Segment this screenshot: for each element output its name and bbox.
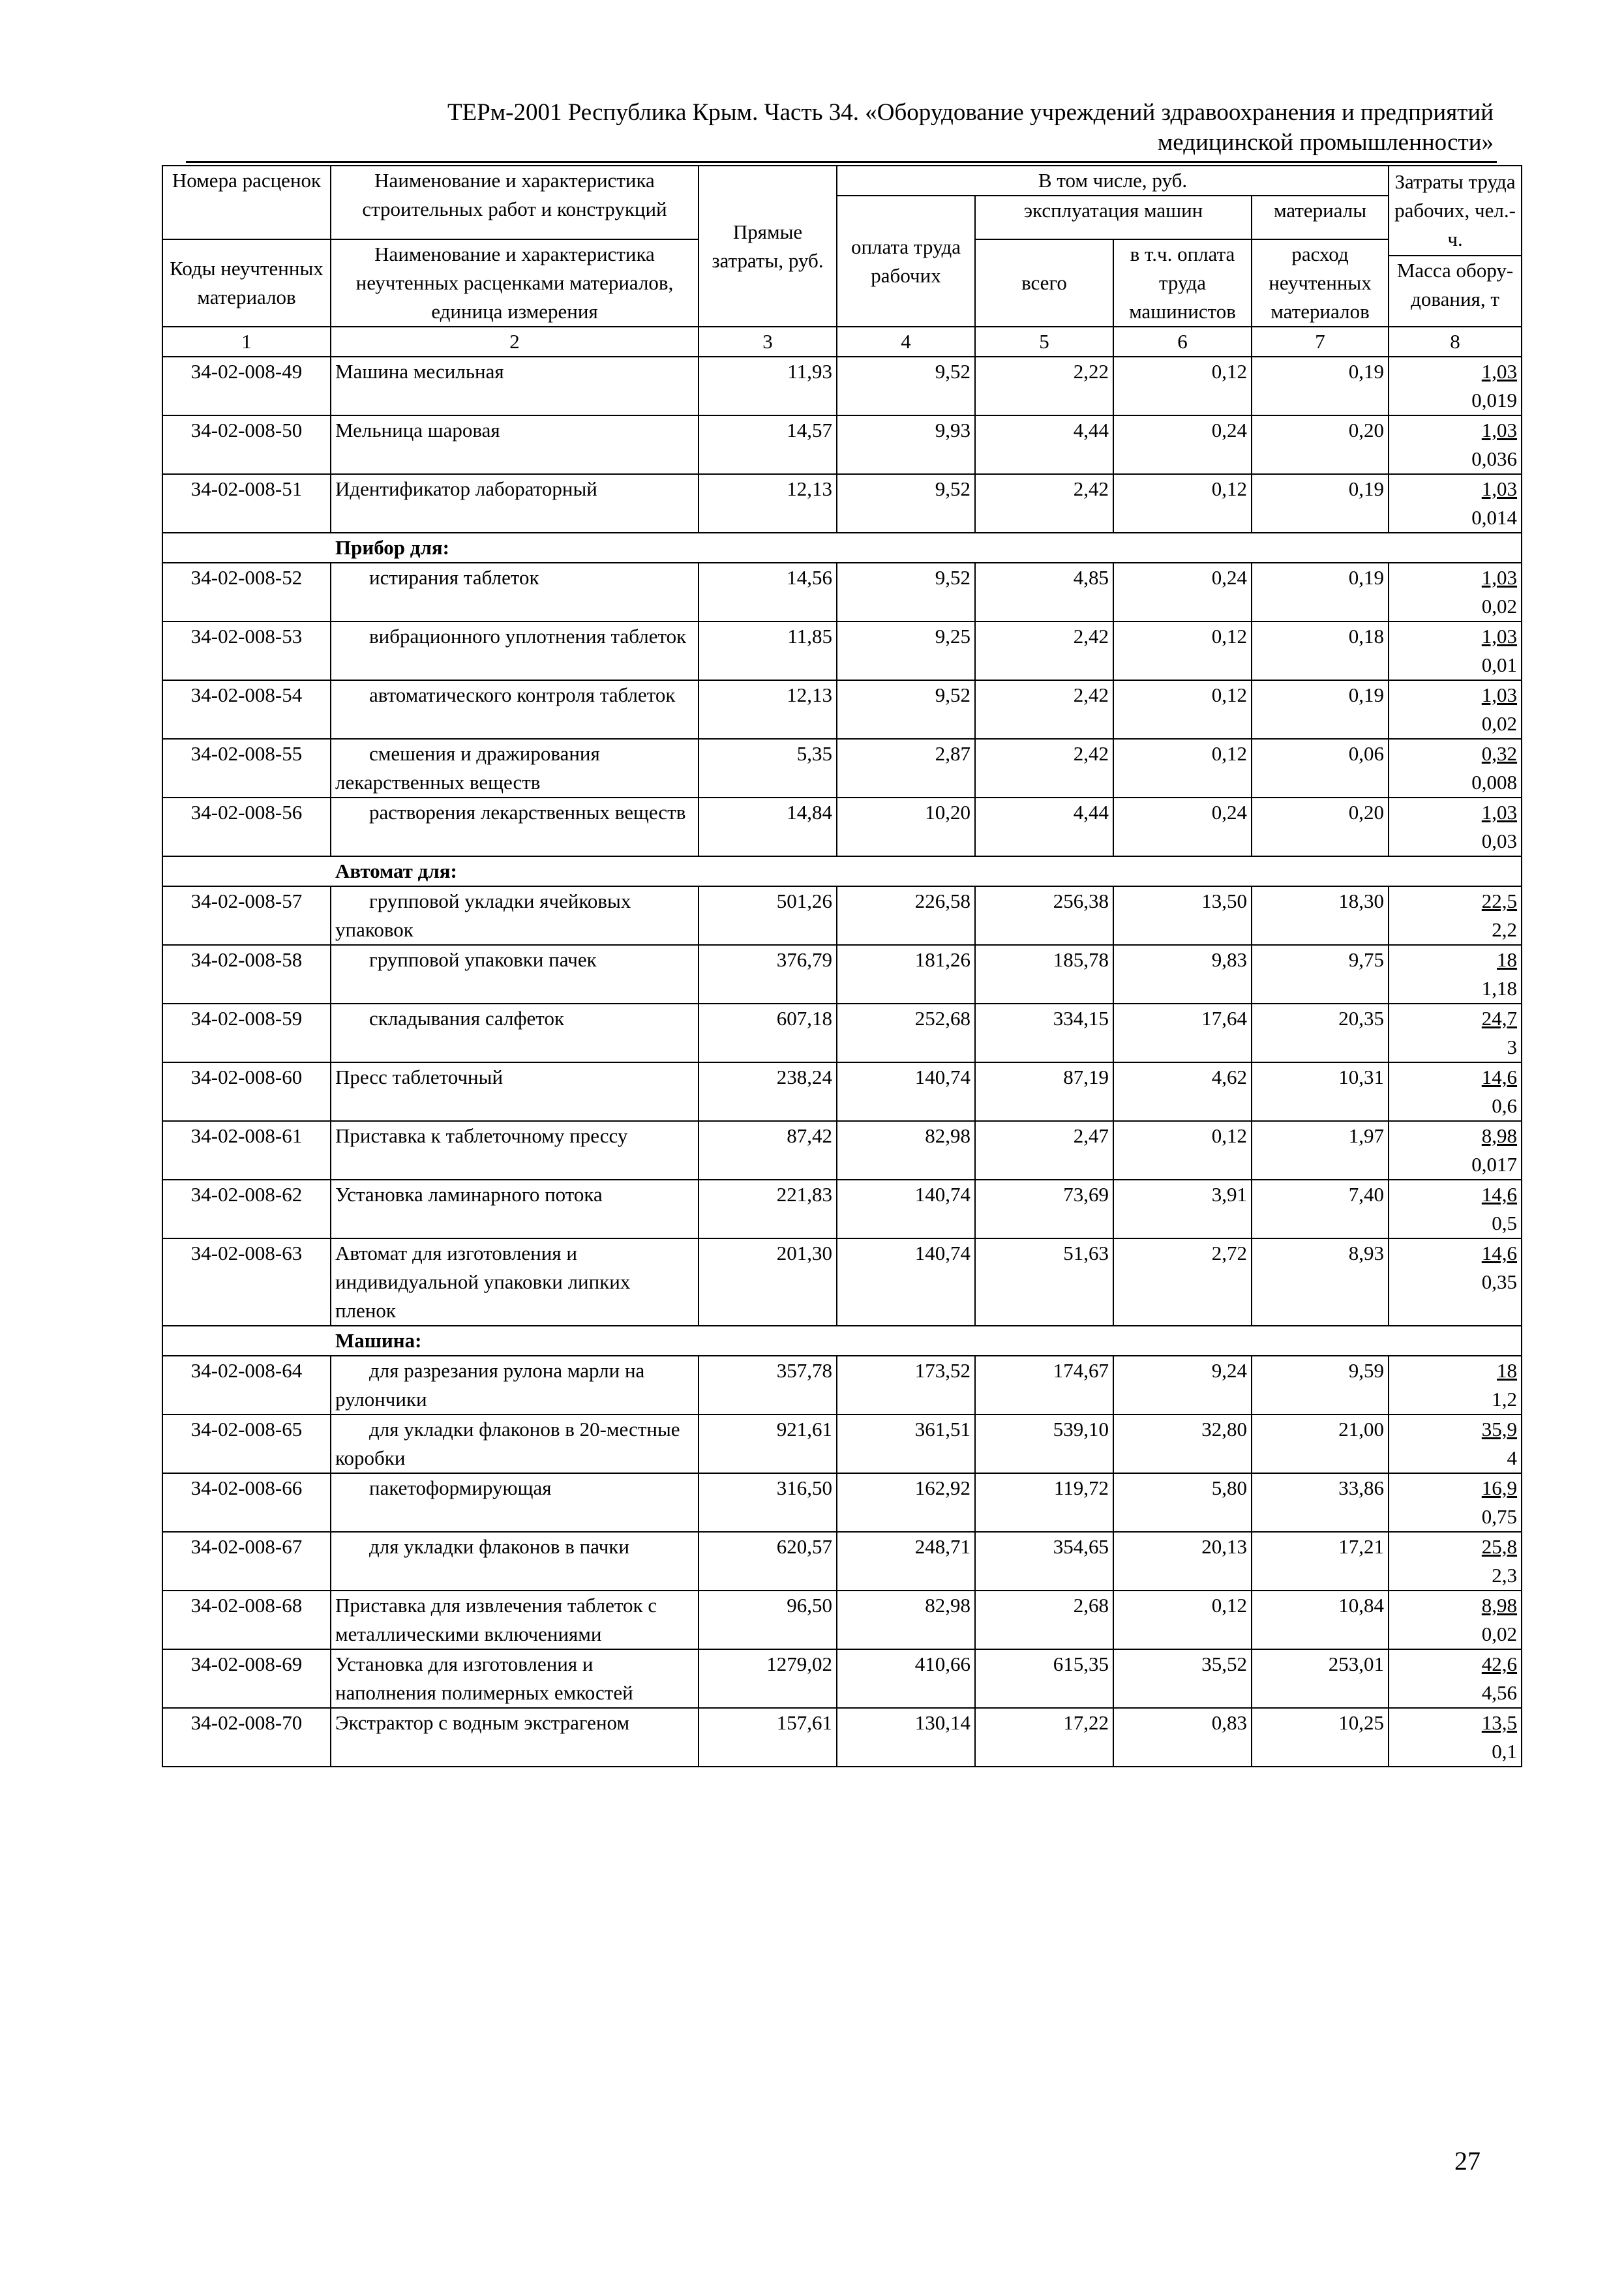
machinists-pay: 0,12 (1113, 680, 1252, 739)
rate-code: 34-02-008-64 (162, 1356, 331, 1414)
equipment-mass: 0,35 (1481, 1270, 1518, 1293)
machines-total: 174,67 (975, 1356, 1113, 1414)
direct-cost: 357,78 (699, 1356, 837, 1414)
col-num-6: 6 (1113, 327, 1252, 357)
col-num-3: 3 (699, 327, 837, 357)
labor-hours: 8,98 (1481, 1594, 1518, 1617)
labor-hours: 1,03 (1481, 419, 1518, 441)
rate-code: 34-02-008-57 (162, 886, 331, 945)
direct-cost: 1279,02 (699, 1649, 837, 1708)
header-name-top: Наименование и характеристика строительных работ и конструкций (331, 166, 699, 239)
materials: 9,59 (1252, 1356, 1389, 1414)
labor-mass-cell (1389, 357, 1522, 415)
table-row (162, 1414, 1522, 1473)
rate-code: 34-02-008-67 (162, 1532, 331, 1591)
labor-hours: 35,9 (1481, 1418, 1518, 1441)
labor-hours: 14,6 (1481, 1242, 1518, 1264)
section-title-automats (162, 856, 1522, 886)
labor-mass-cell (1389, 798, 1522, 856)
materials: 10,84 (1252, 1591, 1389, 1649)
direct-cost: 87,42 (699, 1121, 837, 1180)
rate-name: Мельница шаровая (331, 415, 699, 474)
labor-mass-cell (1389, 680, 1522, 739)
machines-total: 539,10 (975, 1414, 1113, 1473)
labor-pay: 130,14 (837, 1708, 975, 1767)
machinists-pay: 0,24 (1113, 798, 1252, 856)
labor-mass-cell (1389, 1591, 1522, 1649)
table-row (162, 1062, 1522, 1121)
rate-name: растворения лекарственных веществ (331, 798, 699, 856)
materials: 20,35 (1252, 1004, 1389, 1062)
machinists-pay: 3,91 (1113, 1180, 1252, 1238)
header-machines-total: всего (975, 239, 1113, 327)
machines-total: 2,42 (975, 739, 1113, 798)
materials: 0,20 (1252, 798, 1389, 856)
machinists-pay: 0,12 (1113, 1121, 1252, 1180)
rate-name: Идентификатор лабораторный (331, 474, 699, 533)
rate-code: 34-02-008-58 (162, 945, 331, 1004)
section-row (162, 1326, 1522, 1356)
labor-mass-cell (1389, 739, 1522, 798)
labor-pay: 9,52 (837, 563, 975, 621)
table-row (162, 1180, 1522, 1238)
machines-total: 17,22 (975, 1708, 1113, 1767)
rate-code: 34-02-008-63 (162, 1238, 331, 1326)
machines-total: 2,68 (975, 1591, 1113, 1649)
machines-total: 2,42 (975, 621, 1113, 680)
rate-name: групповой укладки ячейковых упаковок (331, 886, 699, 945)
table-row (162, 563, 1522, 621)
labor-hours: 18 (1497, 1359, 1518, 1382)
rate-name: для разрезания рулона марли на рулончики (331, 1356, 699, 1414)
section-row (162, 533, 1522, 563)
machinists-pay: 0,12 (1113, 621, 1252, 680)
labor-mass-cell (1389, 945, 1522, 1004)
equipment-mass: 0,014 (1471, 506, 1518, 529)
machinists-pay: 4,62 (1113, 1062, 1252, 1121)
table-row (162, 1649, 1522, 1708)
equipment-mass: 1,18 (1481, 977, 1518, 1000)
col-num-1: 1 (162, 327, 331, 357)
materials: 0,19 (1252, 474, 1389, 533)
equipment-mass: 0,008 (1471, 771, 1518, 794)
header-line-2: медицинской промышленности» (1157, 129, 1494, 156)
direct-cost: 607,18 (699, 1004, 837, 1062)
direct-cost: 620,57 (699, 1532, 837, 1591)
machines-total: 4,44 (975, 798, 1113, 856)
header-materials: материалы (1252, 196, 1389, 239)
section-label: Машина: (335, 1329, 422, 1352)
rate-code: 34-02-008-51 (162, 474, 331, 533)
header-machines: эксплуатация машин (975, 196, 1252, 239)
document-header (163, 98, 1494, 158)
rate-code: 34-02-008-61 (162, 1121, 331, 1180)
machines-total: 2,22 (975, 357, 1113, 415)
header-name-bottom: Наименование и характеристика неучтенных расценками материалов, единица измерения (331, 239, 699, 327)
col-num-2: 2 (331, 327, 699, 357)
header-direct-costs: Прямые затраты, руб. (699, 166, 837, 327)
rate-name: групповой упаковки пачек (331, 945, 699, 1004)
materials: 10,25 (1252, 1708, 1389, 1767)
machinists-pay: 0,24 (1113, 415, 1252, 474)
direct-cost: 921,61 (699, 1414, 837, 1473)
materials: 18,30 (1252, 886, 1389, 945)
equipment-mass: 0,6 (1492, 1094, 1518, 1117)
rate-code: 34-02-008-55 (162, 739, 331, 798)
labor-mass-cell (1389, 621, 1522, 680)
labor-pay: 140,74 (837, 1180, 975, 1238)
machines-total: 51,63 (975, 1238, 1113, 1326)
equipment-mass: 0,017 (1471, 1153, 1518, 1176)
equipment-mass: 0,02 (1481, 595, 1518, 618)
table-row (162, 1356, 1522, 1414)
rate-name: Приставка к таблеточному прессу (331, 1121, 699, 1180)
machinists-pay: 0,24 (1113, 563, 1252, 621)
machines-total: 119,72 (975, 1473, 1113, 1532)
table-row (162, 886, 1522, 945)
machinists-pay: 0,83 (1113, 1708, 1252, 1767)
labor-pay: 9,52 (837, 474, 975, 533)
machinists-pay: 0,12 (1113, 1591, 1252, 1649)
machines-total: 334,15 (975, 1004, 1113, 1062)
machines-total: 73,69 (975, 1180, 1113, 1238)
machinists-pay: 32,80 (1113, 1414, 1252, 1473)
machinists-pay: 5,80 (1113, 1473, 1252, 1532)
labor-hours: 16,9 (1481, 1476, 1518, 1499)
rate-name: Пресс таблеточный (331, 1062, 699, 1121)
direct-cost: 238,24 (699, 1062, 837, 1121)
machinists-pay: 9,83 (1113, 945, 1252, 1004)
direct-cost: 11,85 (699, 621, 837, 680)
labor-pay: 9,52 (837, 357, 975, 415)
col-num-5: 5 (975, 327, 1113, 357)
rate-name: Автомат для изготовления и индивидуальной упаковки липких пленок (331, 1238, 699, 1326)
materials: 10,31 (1252, 1062, 1389, 1121)
header-machinists-pay: в т.ч. оплата труда машинистов (1113, 239, 1252, 327)
rate-name: смешения и дражирования лекарственных веществ (331, 739, 699, 798)
section-label: Автомат для: (335, 860, 457, 882)
rate-code: 34-02-008-68 (162, 1591, 331, 1649)
direct-cost: 221,83 (699, 1180, 837, 1238)
labor-hours: 25,8 (1481, 1535, 1518, 1558)
table-row (162, 1473, 1522, 1532)
machinists-pay: 0,12 (1113, 739, 1252, 798)
machines-total: 2,47 (975, 1121, 1113, 1180)
labor-mass-cell (1389, 1062, 1522, 1121)
direct-cost: 11,93 (699, 357, 837, 415)
labor-hours: 1,03 (1481, 801, 1518, 824)
machines-total: 2,42 (975, 474, 1113, 533)
table-row (162, 1004, 1522, 1062)
rate-name: Экстрактор с водным экстрагеном (331, 1708, 699, 1767)
header-mass: Масса обору-дования, т (1389, 256, 1522, 327)
labor-pay: 9,52 (837, 680, 975, 739)
direct-cost: 316,50 (699, 1473, 837, 1532)
rate-code: 34-02-008-60 (162, 1062, 331, 1121)
page-number: 27 (1454, 2146, 1481, 2176)
direct-cost: 201,30 (699, 1238, 837, 1326)
table-row (162, 1121, 1522, 1180)
equipment-mass: 0,02 (1481, 712, 1518, 735)
rates-table (162, 165, 1522, 1767)
equipment-mass: 2,3 (1492, 1564, 1518, 1587)
labor-pay: 226,58 (837, 886, 975, 945)
labor-hours: 1,03 (1481, 477, 1518, 500)
materials: 9,75 (1252, 945, 1389, 1004)
machines-total: 185,78 (975, 945, 1113, 1004)
equipment-mass: 0,02 (1481, 1623, 1518, 1645)
table-row (162, 945, 1522, 1004)
direct-cost: 12,13 (699, 474, 837, 533)
labor-mass-cell (1389, 563, 1522, 621)
header-materials-unaccounted: расход неучтенных материалов (1252, 239, 1389, 327)
labor-pay: 9,93 (837, 415, 975, 474)
header-codes-top: Номера расценок (162, 166, 331, 239)
labor-mass-cell (1389, 474, 1522, 533)
rate-code: 34-02-008-52 (162, 563, 331, 621)
section-label: Прибор для: (335, 536, 449, 559)
rate-name: для укладки флаконов в пачки (331, 1532, 699, 1591)
header-including: В том числе, руб. (837, 166, 1389, 196)
table-row (162, 1708, 1522, 1767)
machinists-pay: 17,64 (1113, 1004, 1252, 1062)
direct-cost: 157,61 (699, 1708, 837, 1767)
labor-hours: 42,6 (1481, 1653, 1518, 1675)
materials: 0,20 (1252, 415, 1389, 474)
materials: 8,93 (1252, 1238, 1389, 1326)
labor-hours: 24,7 (1481, 1007, 1518, 1030)
header-labor: Затраты труда рабочих, чел.-ч. (1389, 166, 1522, 256)
labor-mass-cell (1389, 1708, 1522, 1767)
labor-pay: 9,25 (837, 621, 975, 680)
labor-pay: 181,26 (837, 945, 975, 1004)
machinists-pay: 2,72 (1113, 1238, 1252, 1326)
header-line-1: ТЕРм-2001 Республика Крым. Часть 34. «Оборудование учреждений здравоохранения и предприятий (447, 99, 1494, 126)
header-labor-pay: оплата труда рабочих (837, 196, 975, 327)
labor-mass-cell (1389, 886, 1522, 945)
rate-code: 34-02-008-62 (162, 1180, 331, 1238)
rate-name: пакетоформирующая (331, 1473, 699, 1532)
equipment-mass: 3 (1507, 1036, 1518, 1058)
table-row (162, 1238, 1522, 1326)
section-title-devices (162, 533, 1522, 563)
labor-mass-cell (1389, 1180, 1522, 1238)
direct-cost: 5,35 (699, 739, 837, 798)
labor-mass-cell (1389, 1414, 1522, 1473)
table-row (162, 474, 1522, 533)
labor-hours: 13,5 (1481, 1711, 1518, 1734)
equipment-mass: 0,036 (1471, 447, 1518, 470)
labor-mass-cell (1389, 1238, 1522, 1326)
direct-cost: 14,56 (699, 563, 837, 621)
labor-hours: 14,6 (1481, 1183, 1518, 1206)
materials: 0,06 (1252, 739, 1389, 798)
machines-total: 256,38 (975, 886, 1113, 945)
labor-mass-cell (1389, 1473, 1522, 1532)
rate-code: 34-02-008-69 (162, 1649, 331, 1708)
machinists-pay: 0,12 (1113, 357, 1252, 415)
labor-pay: 173,52 (837, 1356, 975, 1414)
labor-hours: 14,6 (1481, 1066, 1518, 1088)
labor-hours: 8,98 (1481, 1124, 1518, 1147)
materials: 7,40 (1252, 1180, 1389, 1238)
table-row (162, 680, 1522, 739)
rate-code: 34-02-008-49 (162, 357, 331, 415)
table-header-row-1 (162, 166, 1522, 196)
machinists-pay: 9,24 (1113, 1356, 1252, 1414)
labor-mass-cell (1389, 415, 1522, 474)
machines-total: 615,35 (975, 1649, 1113, 1708)
labor-pay: 140,74 (837, 1062, 975, 1121)
labor-mass-cell (1389, 1121, 1522, 1180)
labor-mass-cell (1389, 1532, 1522, 1591)
table-row (162, 621, 1522, 680)
materials: 21,00 (1252, 1414, 1389, 1473)
machines-total: 2,42 (975, 680, 1113, 739)
machines-total: 354,65 (975, 1532, 1113, 1591)
machines-total: 87,19 (975, 1062, 1113, 1121)
labor-mass-cell (1389, 1004, 1522, 1062)
direct-cost: 96,50 (699, 1591, 837, 1649)
col-num-8: 8 (1389, 327, 1522, 357)
rate-name: Установка для изготовления и наполнения полимерных емкостей (331, 1649, 699, 1708)
rate-code: 34-02-008-70 (162, 1708, 331, 1767)
rate-name: Приставка для извлечения таблеток с металлическими включениями (331, 1591, 699, 1649)
machinists-pay: 20,13 (1113, 1532, 1252, 1591)
rate-code: 34-02-008-66 (162, 1473, 331, 1532)
labor-pay: 2,87 (837, 739, 975, 798)
equipment-mass: 1,2 (1492, 1388, 1518, 1411)
equipment-mass: 4 (1507, 1446, 1518, 1469)
machinists-pay: 35,52 (1113, 1649, 1252, 1708)
rate-code: 34-02-008-53 (162, 621, 331, 680)
labor-pay: 82,98 (837, 1591, 975, 1649)
rate-code: 34-02-008-54 (162, 680, 331, 739)
rate-code: 34-02-008-56 (162, 798, 331, 856)
header-rule (186, 161, 1497, 163)
equipment-mass: 0,1 (1492, 1740, 1518, 1763)
labor-hours: 1,03 (1481, 683, 1518, 706)
col-num-4: 4 (837, 327, 975, 357)
rate-code: 34-02-008-50 (162, 415, 331, 474)
rate-name: автоматического контроля таблеток (331, 680, 699, 739)
table-row (162, 798, 1522, 856)
machinists-pay: 13,50 (1113, 886, 1252, 945)
table-row (162, 357, 1522, 415)
col-num-7: 7 (1252, 327, 1389, 357)
rate-code: 34-02-008-65 (162, 1414, 331, 1473)
section-title-machines (162, 1326, 1522, 1356)
table-row (162, 415, 1522, 474)
labor-pay: 10,20 (837, 798, 975, 856)
machines-total: 4,44 (975, 415, 1113, 474)
machines-total: 4,85 (975, 563, 1113, 621)
rate-name: вибрационного уплотнения таблеток (331, 621, 699, 680)
direct-cost: 12,13 (699, 680, 837, 739)
materials: 1,97 (1252, 1121, 1389, 1180)
labor-hours: 1,03 (1481, 566, 1518, 589)
materials: 253,01 (1252, 1649, 1389, 1708)
section-row (162, 856, 1522, 886)
equipment-mass: 2,2 (1492, 918, 1518, 941)
labor-pay: 82,98 (837, 1121, 975, 1180)
equipment-mass: 0,019 (1471, 389, 1518, 411)
rate-name: Установка ламинарного потока (331, 1180, 699, 1238)
rate-code: 34-02-008-59 (162, 1004, 331, 1062)
labor-hours: 22,5 (1481, 890, 1518, 912)
machinists-pay: 0,12 (1113, 474, 1252, 533)
materials: 0,19 (1252, 680, 1389, 739)
rate-name: складывания салфеток (331, 1004, 699, 1062)
column-numbers-row (162, 327, 1522, 357)
materials: 33,86 (1252, 1473, 1389, 1532)
rate-name: Машина месильная (331, 357, 699, 415)
materials: 17,21 (1252, 1532, 1389, 1591)
table-row (162, 1591, 1522, 1649)
labor-pay: 252,68 (837, 1004, 975, 1062)
materials: 0,18 (1252, 621, 1389, 680)
labor-pay: 140,74 (837, 1238, 975, 1326)
direct-cost: 501,26 (699, 886, 837, 945)
table-row (162, 1532, 1522, 1591)
header-codes-bottom: Коды неучтенных материалов (162, 239, 331, 327)
labor-hours: 1,03 (1481, 360, 1518, 383)
labor-pay: 361,51 (837, 1414, 975, 1473)
labor-pay: 410,66 (837, 1649, 975, 1708)
labor-pay: 162,92 (837, 1473, 975, 1532)
labor-hours: 0,32 (1481, 742, 1518, 765)
rate-name: истирания таблеток (331, 563, 699, 621)
materials: 0,19 (1252, 357, 1389, 415)
materials: 0,19 (1252, 563, 1389, 621)
equipment-mass: 4,56 (1481, 1681, 1518, 1704)
labor-mass-cell (1389, 1356, 1522, 1414)
rate-name: для укладки флаконов в 20-местные коробки (331, 1414, 699, 1473)
direct-cost: 14,57 (699, 415, 837, 474)
direct-cost: 14,84 (699, 798, 837, 856)
equipment-mass: 0,5 (1492, 1212, 1518, 1234)
equipment-mass: 0,03 (1481, 830, 1518, 852)
labor-pay: 248,71 (837, 1532, 975, 1591)
equipment-mass: 0,75 (1481, 1505, 1518, 1528)
labor-hours: 1,03 (1481, 625, 1518, 648)
equipment-mass: 0,01 (1481, 653, 1518, 676)
labor-hours: 18 (1497, 948, 1518, 971)
table-row (162, 739, 1522, 798)
labor-mass-cell (1389, 1649, 1522, 1708)
direct-cost: 376,79 (699, 945, 837, 1004)
